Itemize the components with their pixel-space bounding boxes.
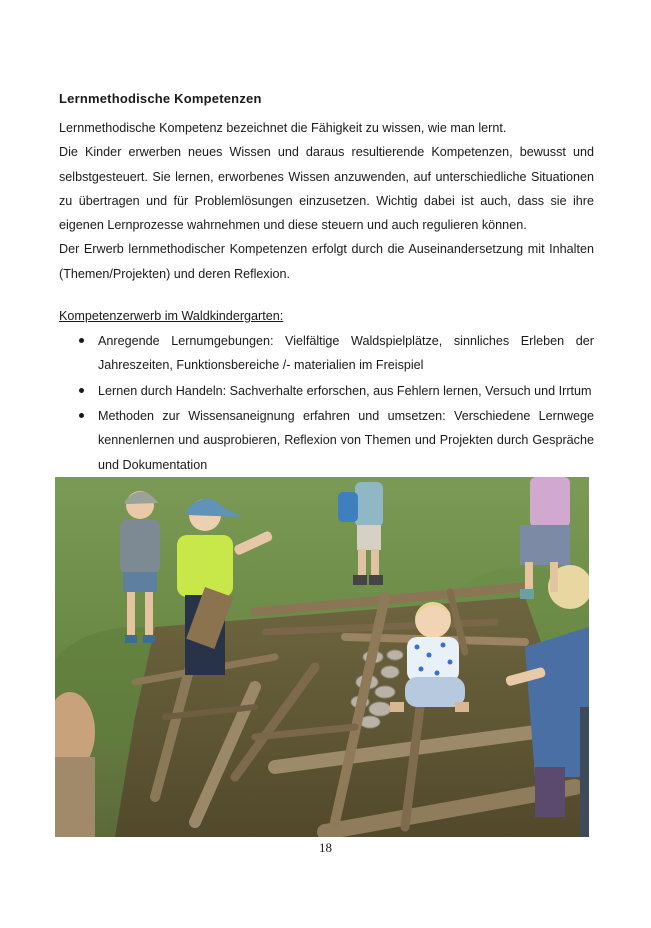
text-content — [59, 90, 594, 478]
children-forest-photo — [55, 477, 589, 837]
bullet-text: Lernen durch Handeln: Sachverhalte erforschen, aus Fehlern lernen, Versuch und Irrtum — [98, 383, 592, 398]
bullet-text: Methoden zur Wissensaneignung erfahren und umsetzen: Verschiedene Lernwege kennenlernen und ausprobieren, Reflexion von Themen und Projekten durch Gespräche und Dokumentation — [98, 408, 594, 472]
paragraph-2: Die Kinder erwerben neues Wissen und daraus resultierende Kompetenzen, bewusst und selbstgesteuert. Sie lernen, erworbenes Wissen anzuwenden, auf unterschiedliche Situationen zu übertragen und für Problemlösungen einzusetzen. Wichtig dabei ist auch, dass sie ihre eigenen Lernprozesse wahrnehmen und diese steuern und auch regulieren können. — [59, 145, 594, 233]
section-heading: Lernmethodische Kompetenzen — [59, 91, 262, 106]
bullet-list — [59, 329, 594, 477]
subheading: Kompetenzerwerb im Waldkindergarten: — [59, 309, 284, 324]
bullet-item — [59, 379, 594, 403]
bullet-text: Anregende Lernumgebungen: Vielfältige Waldspielplätze, sinnliches Erleben der Jahreszeiten, Funktionsbereiche /- materialien im Freispiel — [98, 334, 594, 373]
paragraph-1: Lernmethodische Kompetenz bezeichnet die Fähigkeit zu wissen, wie man lernt. — [59, 121, 507, 135]
bullet-item — [59, 329, 594, 378]
bullet-item — [59, 404, 594, 477]
paragraph-3: Der Erwerb lernmethodischer Kompetenzen erfolgt durch die Auseinandersetzung mit Inhalten (Themen/Projekten) und deren Reflexion. — [59, 242, 594, 281]
bullet-icon — [79, 338, 84, 343]
page-number: 18 — [319, 840, 332, 855]
bullet-icon — [79, 388, 84, 393]
bullet-icon — [79, 413, 84, 418]
